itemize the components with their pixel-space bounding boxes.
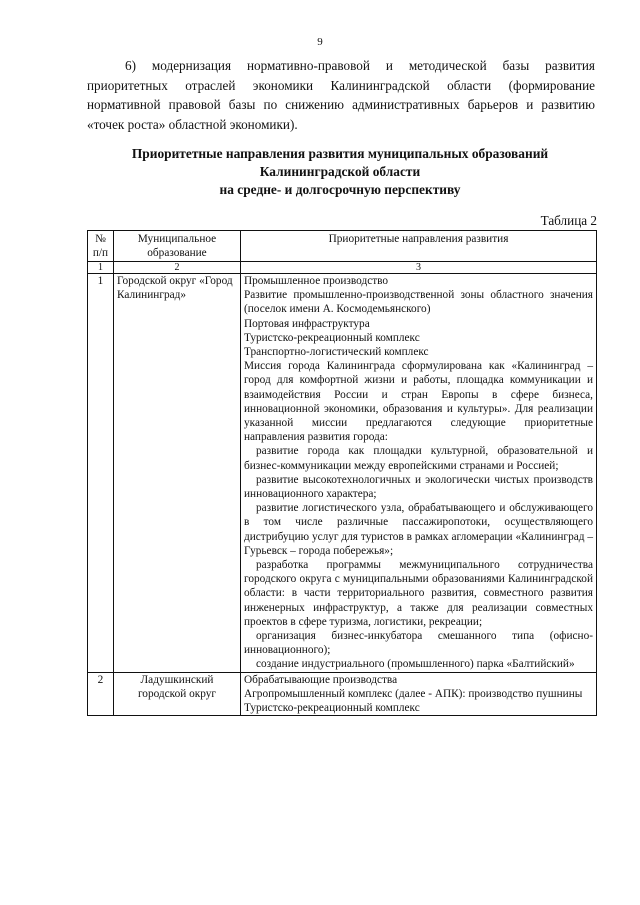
heading-line-3: на средне- и долгосрочную перспективу <box>219 182 461 197</box>
direction-item: Промышленное производство <box>244 275 389 287</box>
table-row <box>88 672 597 716</box>
direction-item: Туристско-рекреационный комплекс <box>244 331 420 344</box>
direction-item: создание индустриального (промышленного) парка «Балтийский» <box>256 658 575 671</box>
column-number: 3 <box>241 262 597 274</box>
priority-directions-table <box>87 230 597 716</box>
header-directions: Приоритетные направления развития <box>241 231 597 262</box>
heading-line-1: Приоритетные направления развития муниципальных образований <box>131 146 549 161</box>
direction-item: Портовая инфраструктура <box>244 317 370 330</box>
header-num: № п/п <box>88 231 114 262</box>
directions-cell <box>241 672 597 716</box>
municipality-name: Ладушкинский городской округ <box>114 672 241 716</box>
table-caption: Таблица 2 <box>540 213 597 228</box>
direction-item: Агропромышленный комплекс (далее - АПК): производство пушнины <box>244 687 583 700</box>
directions-cell <box>241 274 597 673</box>
header-municipality: Муниципальное образование <box>114 231 241 262</box>
direction-item: развитие логистического узла, обрабатывающего и обслуживающего в том числе различные пассажиропотоки, осуществляющего дистрибуцию услуг для туристов в рамках агломерации «Калининград – Гурьевск – города побережья»; <box>244 502 593 557</box>
municipality-name: Городской округ «Город Калининград» <box>114 274 241 673</box>
direction-item: организация бизнес-инкубатора смешанного типа (офисно-инновационного); <box>244 630 593 657</box>
row-number: 1 <box>88 274 114 673</box>
intro-paragraph: 6) модернизация нормативно-правовой и методической базы развития приоритетных отраслей экономики Калининградской области (формирование нормативной правовой базы по снижению административных барьеров и развитию «точек роста» областной экономики). <box>87 58 595 132</box>
mission-statement: Миссия города Калининграда сформулирована как «Калининград – город для комфортной жизни и работы, площадка коммуникации и взаимодействия России и стран Европы в сфере бизнеса, инновационной экономики, образования и культуры». Для реализации указанной миссии предлагаются следующие приоритетные направления развития города: <box>244 360 593 444</box>
page-number: 9 <box>317 36 323 48</box>
direction-item: Обрабатывающие производства <box>244 673 398 686</box>
column-number: 2 <box>114 262 241 274</box>
column-number-row <box>88 262 597 274</box>
direction-item: разработка программы межмуниципального сотрудничества городского округа с муниципальными образованиями Калининградской области: в части территориального развития, совместного развития инженерных инфраструктур, а также для реализации совместных проектов в сфере туризма, логистики, рекреации; <box>244 559 593 628</box>
row-number: 2 <box>88 672 114 716</box>
direction-item: развитие города как площадки культурной, образовательной и бизнес-коммуникации между европейскими странами и Россией; <box>244 445 593 472</box>
direction-item: развитие высокотехнологичных и экологически чистых производств инновационного характера; <box>244 473 593 501</box>
table-row <box>88 274 597 673</box>
direction-item: Транспортно-логистический комплекс <box>244 346 429 359</box>
section-heading <box>80 145 600 199</box>
heading-line-2: Калининградской области <box>259 164 421 179</box>
column-number: 1 <box>88 262 114 274</box>
direction-item: Развитие промышленно-производственной зоны областного значения (поселок имени А. Космодемьянского) <box>244 289 593 316</box>
table-header-row <box>88 231 597 262</box>
direction-item: Туристско-рекреационный комплекс <box>244 702 420 715</box>
